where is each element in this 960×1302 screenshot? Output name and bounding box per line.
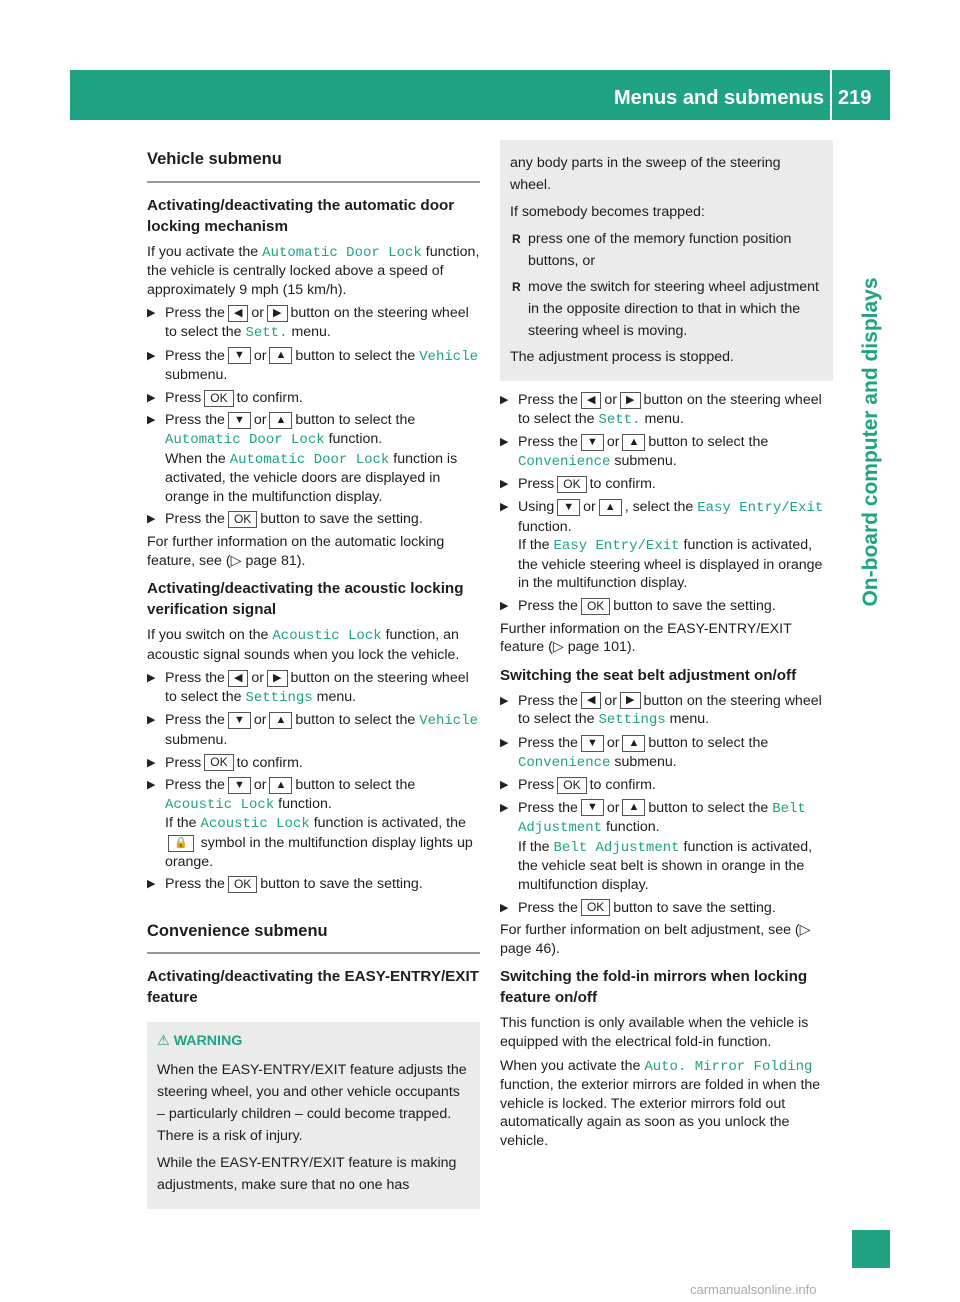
down-arrow-key-icon: ▼ [581,799,604,816]
paragraph: This function is only available when the vehicle is equipped with the electrical fold-in function. [500,1015,809,1051]
step: ▶ Press the ◀ or ▶ button on the steering wheel to select the Settings menu. [500,692,833,730]
ok-key-icon: OK [204,754,233,771]
left-arrow-key-icon: ◀ [581,692,601,709]
step: ▶ Press the OK button to save the setting. [500,597,833,616]
step: ▶ Press the ▼ or ▲ button to select the Acoustic Lock function. If the Acoustic Lock function is activated, the 🔒 symbol in the multifunction display lights up orange. [147,776,480,871]
paragraph: If you switch on the Acoustic Lock function, an acoustic signal sounds when you lock the vehicle. [147,627,460,663]
step: ▶ Press the ▼ or ▲ button to select the Convenience submenu. [500,433,833,471]
heading-vehicle-submenu: Vehicle submenu [147,150,480,183]
side-tab-label: On-board computer and displays [859,277,882,607]
step: ▶ Press the ▼ or ▲ button to select the Automatic Door Lock function. When the Automatic Door Lock function is activated, the vehicle doors are displayed in orange in the multifunction display. [147,411,480,506]
down-arrow-key-icon: ▼ [581,735,604,752]
up-arrow-key-icon: ▲ [269,412,292,429]
warning-text: If somebody becomes trapped: [510,204,705,220]
heading-convenience-submenu: Convenience submenu [147,922,480,955]
left-arrow-key-icon: ◀ [228,670,248,687]
up-arrow-key-icon: ▲ [269,777,292,794]
up-arrow-key-icon: ▲ [622,799,645,816]
heading-acoustic-signal: Activating/deactivating the acoustic locking verification signal [147,580,464,619]
paragraph: For further information on belt adjustment, see (▷ page 46). [500,922,811,957]
left-arrow-key-icon: ◀ [228,305,248,322]
step: ▶ Press the ▼ or ▲ button to select the Belt Adjustment function. If the Belt Adjustment function is activated, the vehicle seat belt is shown in orange in the multifunction display. [500,799,833,895]
right-arrow-key-icon: ▶ [620,392,640,409]
ok-key-icon: OK [228,511,257,528]
step: ▶ Press the OK button to save the setting. [147,510,480,529]
heading-fold-in-mirrors: Switching the fold-in mirrors when locking feature on/off [500,968,808,1007]
page-section-title: Menus and submenus [613,87,824,109]
heading-seat-belt: Switching the seat belt adjustment on/off [500,666,797,684]
ok-key-icon: OK [557,777,586,794]
ok-key-icon: OK [581,899,610,916]
ok-key-icon: OK [204,390,233,407]
warning-text: The adjustment process is stopped. [510,349,734,365]
step: ▶ Press the OK button to save the setting. [500,899,833,918]
up-arrow-key-icon: ▲ [622,735,645,752]
down-arrow-key-icon: ▼ [228,412,251,429]
left-arrow-key-icon: ◀ [581,392,601,409]
ok-key-icon: OK [228,876,257,893]
step: ▶ Press OK to confirm. [500,776,833,795]
header-divider [830,70,832,120]
bullet-item: R move the switch for steering wheel adjustment in the opposite direction to that in which the steering wheel is moving. [510,276,823,342]
up-arrow-key-icon: ▲ [599,499,622,516]
step: ▶ Press the ◀ or ▶ button on the steering wheel to select the Settings menu. [147,669,480,707]
step: ▶ Press the OK button to save the setting. [147,875,480,894]
step: ▶ Press the ▼ or ▲ button to select the Convenience submenu. [500,734,833,772]
right-arrow-key-icon: ▶ [267,670,287,687]
paragraph: If you activate the Automatic Door Lock function, the vehicle is centrally locked above a speed of approximately 9 mph (15 km/h). [147,243,480,298]
ok-key-icon: OK [581,598,610,615]
side-tab-marker [852,1230,890,1268]
down-arrow-key-icon: ▼ [557,499,580,516]
step: ▶ Press the ▼ or ▲ button to select the Vehicle submenu. [147,711,480,749]
left-column [147,140,480,1217]
up-arrow-key-icon: ▲ [269,712,292,729]
warning-text: While the EASY-ENTRY/EXIT feature is making adjustments, make sure that no one has [157,1155,457,1193]
warning-title: ⚠ WARNING [157,1033,243,1050]
paragraph: When you activate the Auto. Mirror Folding function, the exterior mirrors are folded in when the vehicle is locked. The exterior mirrors fold out automatically again as soon as you unlock the vehicle. [500,1057,821,1149]
down-arrow-key-icon: ▼ [228,777,251,794]
right-arrow-key-icon: ▶ [267,305,287,322]
step: ▶ Press OK to confirm. [147,389,480,408]
down-arrow-key-icon: ▼ [228,712,251,729]
warning-box [147,1022,480,1209]
heading-automatic-locking: Activating/deactivating the automatic door locking mechanism [147,196,455,235]
step: ▶ Press the ◀ or ▶ button on the steering wheel to select the Sett. menu. [147,304,480,342]
down-arrow-key-icon: ▼ [228,347,251,364]
step: ▶ Press OK to confirm. [500,475,833,494]
up-arrow-key-icon: ▲ [269,347,292,364]
down-arrow-key-icon: ▼ [581,434,604,451]
lock-icon: 🔒 [168,835,194,852]
ok-key-icon: OK [557,476,586,493]
step: ▶ Press the ◀ or ▶ button on the steering wheel to select the Sett. menu. [500,391,833,429]
heading-easy-entry: Activating/deactivating the EASY-ENTRY/EXIT feature [147,968,479,1007]
step: ▶ Using ▼ or ▲ , select the Easy Entry/Exit function. If the Easy Entry/Exit function is activated, the vehicle steering wheel is displayed in orange in the multifunction display. [500,498,833,593]
footer-site: carmanualsonline.info [690,1282,817,1297]
page-number: 219 [838,87,872,109]
step: ▶ Press OK to confirm. [147,754,480,773]
warning-triangle-icon: ⚠ [157,1033,170,1050]
warning-text: When the EASY-ENTRY/EXIT feature adjusts the steering wheel, you and other vehicle occupants – particularly children – could become trapped. There is a risk of injury. [157,1062,467,1144]
step: ▶ Press the ▼ or ▲ button to select the Vehicle submenu. [147,347,480,385]
bullet-item: R press one of the memory function position buttons, or [510,228,823,272]
right-arrow-key-icon: ▶ [620,692,640,709]
warning-box-continued [500,140,833,381]
up-arrow-key-icon: ▲ [622,434,645,451]
right-column [500,140,833,1156]
paragraph: Further information on the EASY-ENTRY/EXIT feature (▷ page 101). [500,620,792,656]
paragraph: For further information on the automatic locking feature, see (▷ page 81). [147,533,445,569]
warning-text: any body parts in the sweep of the steering wheel. [510,155,781,193]
